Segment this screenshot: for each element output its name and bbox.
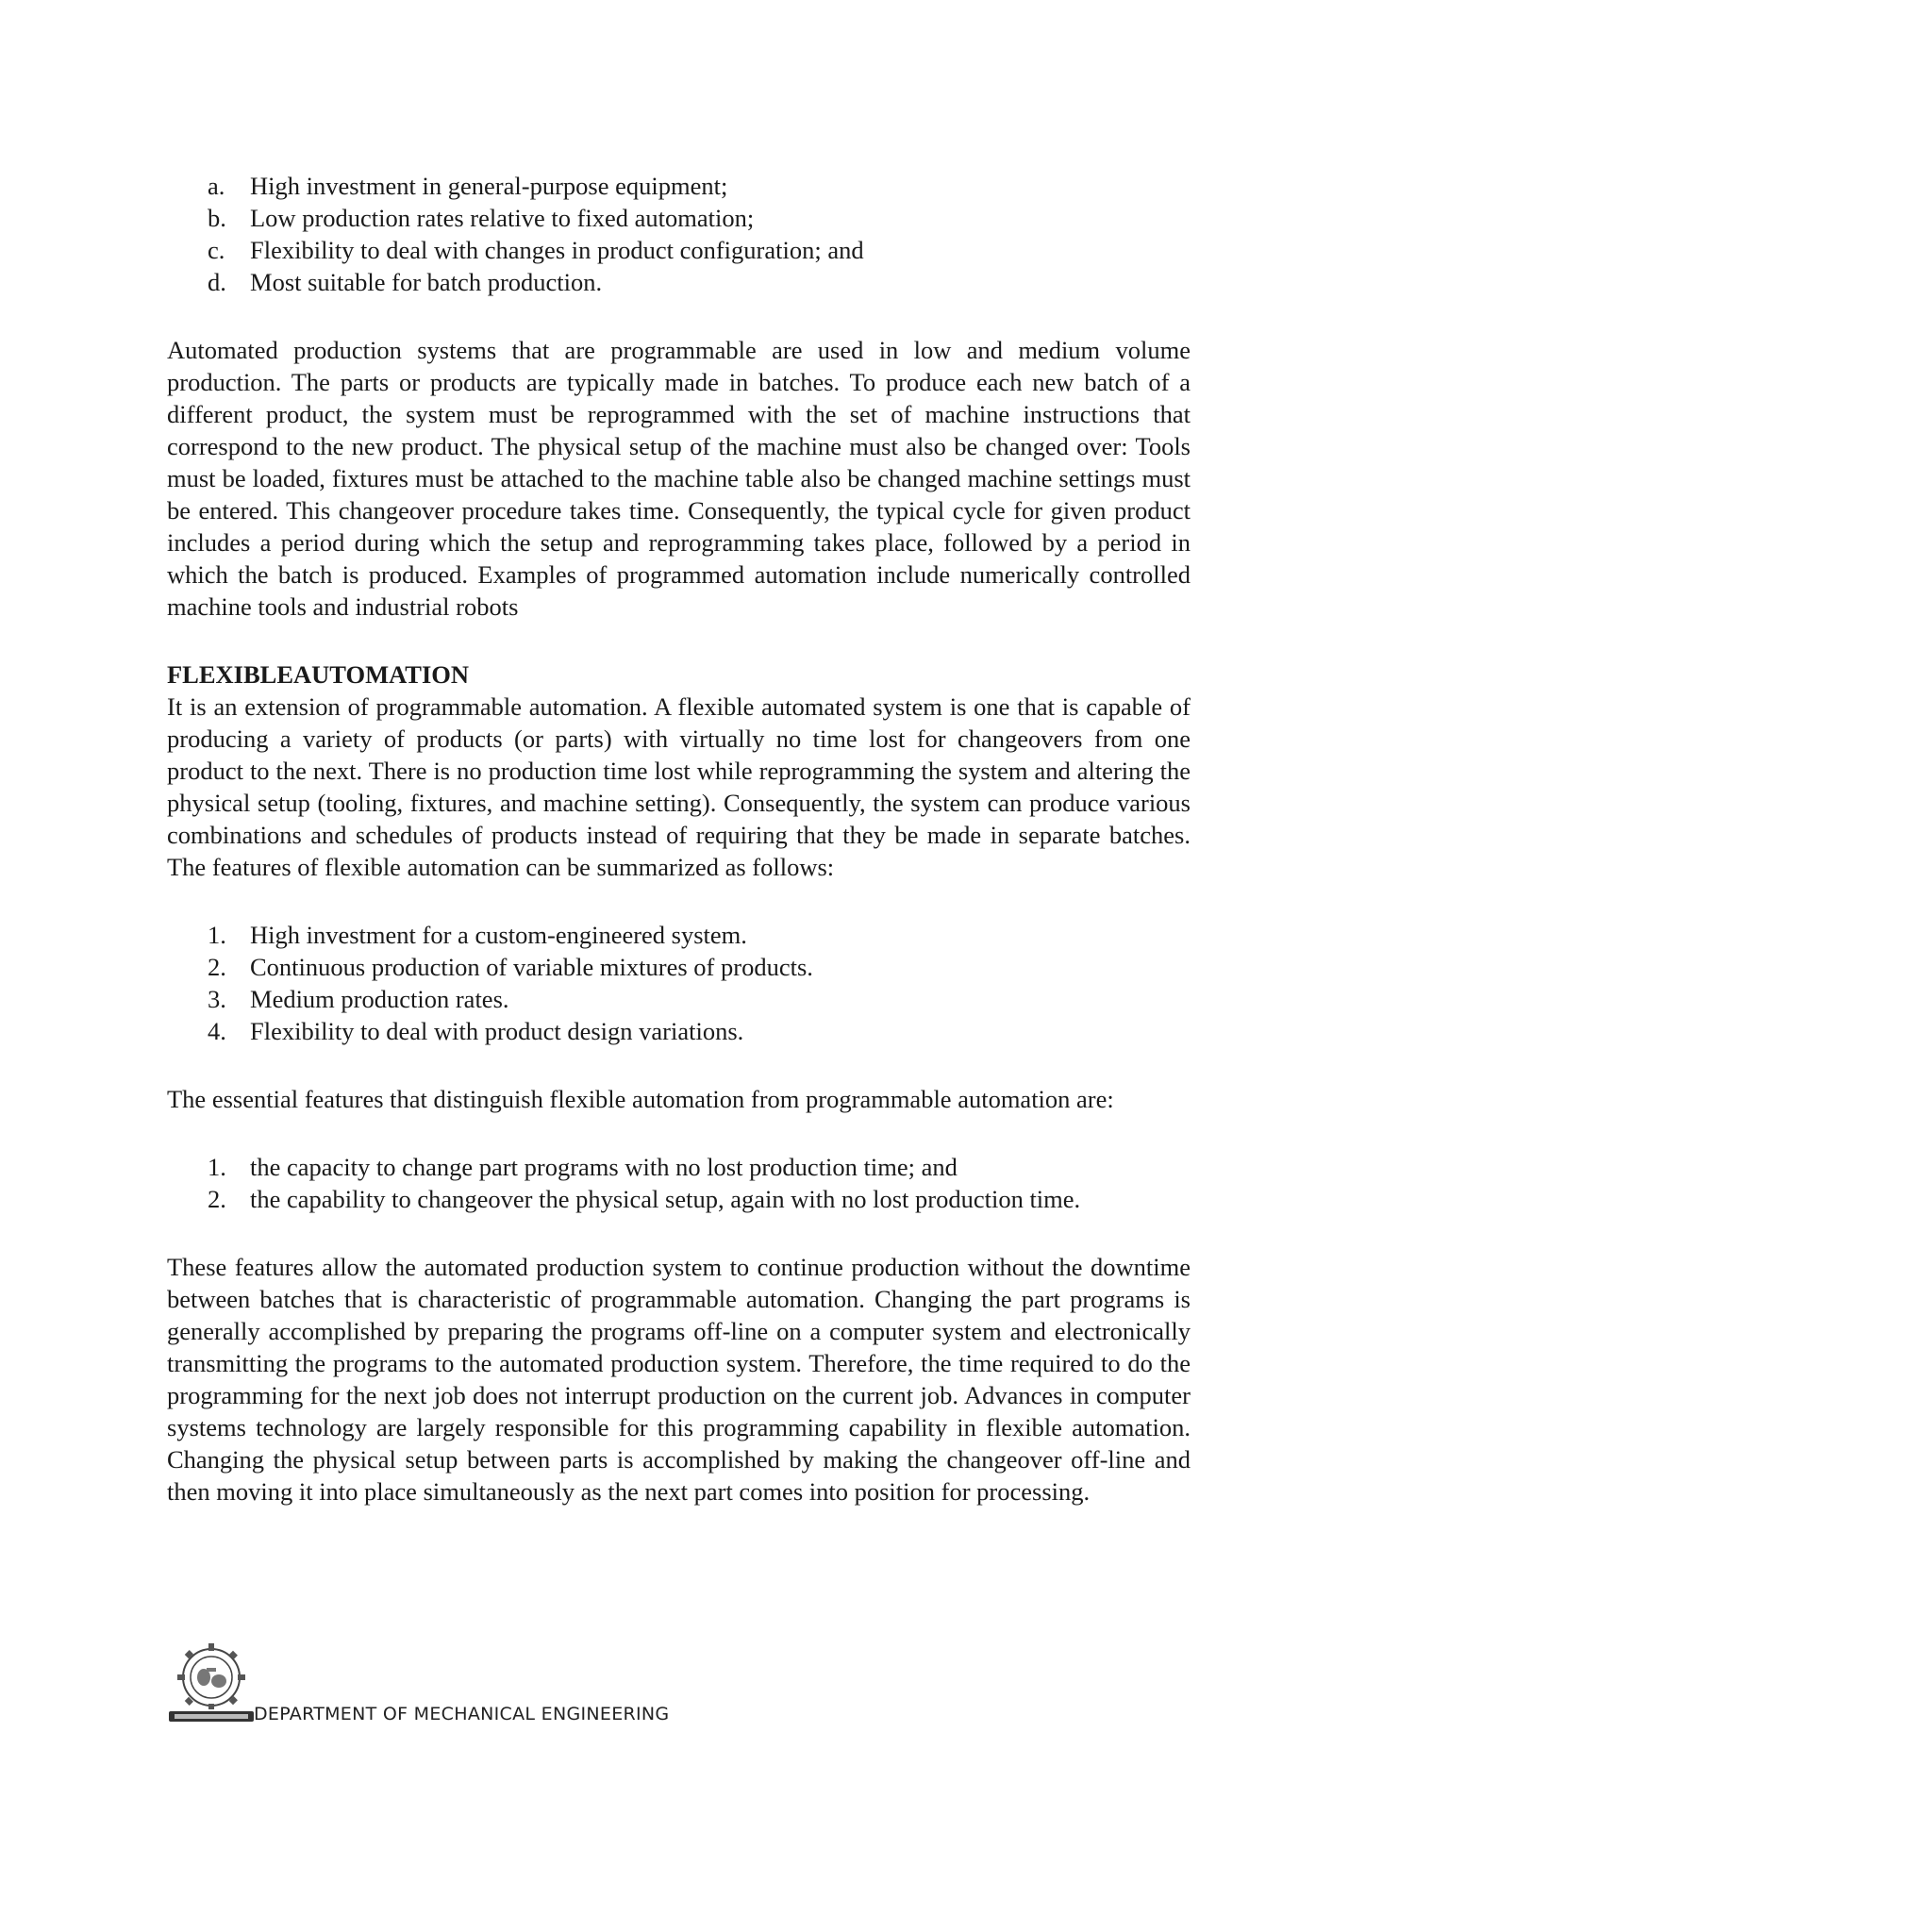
- list-a: [167, 170, 1191, 298]
- paragraph-programmable-automation: Automated production systems that are programmable are used in low and medium volume production. The parts or products are typically made in batches. To produce each new batch of a different product, the system must be reprogrammed with the set of machine instructions that correspond to the new product. The physical setup of the machine must also be changed over: Tools must be loaded, fixtures must be attached to the machine table also be changed machine settings must be entered. This changeover procedure takes time. Consequently, the typical cycle for given product includes a period during which the setup and reprogramming takes place, followed by a period in which the batch is produced. Examples of programmed automation include numerically controlled machine tools and industrial robots: [167, 336, 1191, 621]
- list-item: [167, 983, 1191, 1015]
- list-item-text: the capacity to change part programs with no lost production time; and: [250, 1153, 958, 1181]
- list-item-text: High investment for a custom-engineered system.: [250, 921, 747, 949]
- list-marker: 1.: [208, 1153, 226, 1181]
- spacer: [167, 883, 1191, 919]
- spacer: [167, 1047, 1191, 1083]
- page-footer: [167, 1640, 1016, 1726]
- list-item-text: Flexibility to deal with product design variations.: [250, 1017, 744, 1045]
- list-b: [167, 919, 1191, 1047]
- list-marker: 3.: [208, 985, 226, 1013]
- list-c: [167, 1151, 1191, 1215]
- spacer: [167, 1215, 1191, 1251]
- list-item: [167, 1183, 1191, 1215]
- paragraph-flexible-automation: It is an extension of programmable automation. A flexible automated system is one that is capable of producing a variety of products (or parts) with virtually no time lost for changeovers from one product to the next. There is no production time lost while reprogramming the system and altering the physical setup (tooling, fixtures, and machine setting). Consequently, the system can produce various combinations and schedules of products instead of requiring that they be made in separate batches. The features of flexible automation can be summarized as follows:: [167, 692, 1191, 881]
- list-item-text: Continuous production of variable mixtures of products.: [250, 953, 813, 981]
- list-item-text: High investment in general-purpose equipment;: [250, 172, 728, 200]
- list-marker: d.: [208, 268, 226, 296]
- spacer: [167, 623, 1191, 658]
- list-item: [167, 951, 1191, 983]
- paragraph-essential-features: The essential features that distinguish flexible automation from programmable automation are:: [167, 1085, 1114, 1113]
- list-item: [167, 234, 1191, 266]
- list-item: [167, 1151, 1191, 1183]
- department-name: DEPARTMENT OF MECHANICAL ENGINEERING: [254, 1704, 670, 1724]
- spacer: [167, 298, 1191, 334]
- spacer: [167, 1115, 1191, 1151]
- list-item-text: Medium production rates.: [250, 985, 509, 1013]
- paragraph-features-allow: These features allow the automated production system to continue production without the downtime between batches that is characteristic of programmable automation. Changing the part programs is generally accomplished by preparing the programs off-line on a computer system and electronically transmitting the programs to the automated production system. Therefore, the time required to do the programming for the next job does not interrupt production on the current job. Advances in computer systems technology are largely responsible for this programming capability in flexible automation. Changing the physical setup between parts is accomplished by making the changeover off-line and then moving it into place simultaneously as the next part comes into position for processing.: [167, 1253, 1191, 1506]
- list-marker: b.: [208, 204, 226, 232]
- section-heading: FLEXIBLEAUTOMATION: [167, 660, 470, 689]
- gear-seal-logo-icon: [169, 1640, 254, 1726]
- list-item-text: the capability to changeover the physical setup, again with no lost production time.: [250, 1185, 1081, 1213]
- list-marker: a.: [208, 172, 225, 200]
- list-item-text: Low production rates relative to fixed automation;: [250, 204, 755, 232]
- list-item: [167, 202, 1191, 234]
- list-marker: 1.: [208, 921, 226, 949]
- list-item-text: Flexibility to deal with changes in product configuration; and: [250, 236, 864, 264]
- list-item: [167, 170, 1191, 202]
- page-content: [167, 170, 1191, 1507]
- list-item-text: Most suitable for batch production.: [250, 268, 603, 296]
- list-marker: 2.: [208, 1185, 226, 1213]
- list-item: [167, 266, 1191, 298]
- list-marker: 2.: [208, 953, 226, 981]
- list-marker: 4.: [208, 1017, 226, 1045]
- list-item: [167, 919, 1191, 951]
- list-marker: c.: [208, 236, 225, 264]
- list-item: [167, 1015, 1191, 1047]
